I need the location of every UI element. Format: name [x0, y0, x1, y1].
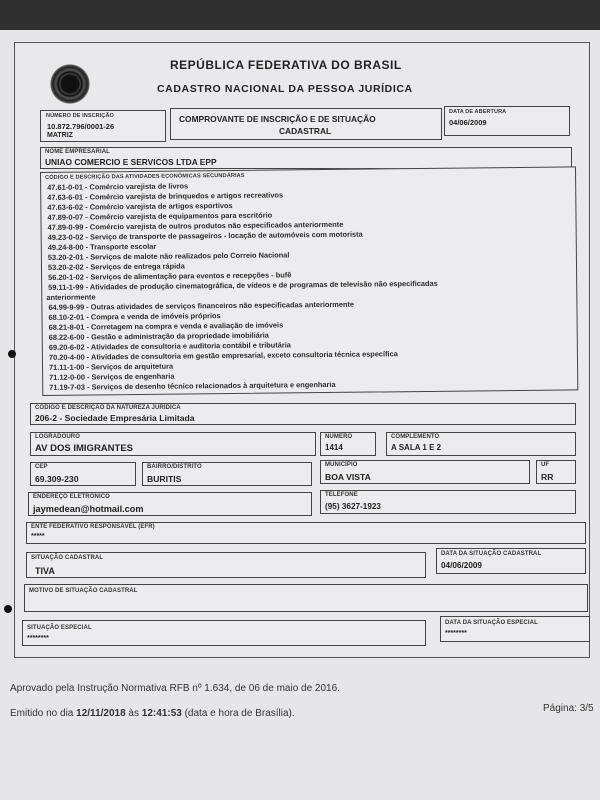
atividades-box [40, 166, 578, 396]
bairro-value: BURITIS [147, 474, 182, 484]
atividade-item: 69.20-6-02 - Atividades de consultoria e auditoria contábil e tributária [48, 340, 291, 352]
numero-value: 1414 [325, 443, 343, 452]
issued-mid: às [125, 708, 142, 719]
situacao-especial-label: SITUAÇÃO ESPECIAL [27, 625, 92, 631]
atividade-item: 53.20-2-01 - Serviços de malote não realizados pelo Correio Nacional [47, 250, 290, 262]
atividade-item: 47.89-0-99 - Comércio varejista de outros produtos não especificados anteriormente [47, 219, 344, 232]
atividade-item: 47.61-0-01 - Comércio varejista de livros [47, 181, 189, 192]
efr-label: ENTE FEDERATIVO RESPONSÁVEL (EFR) [31, 524, 155, 530]
abertura-box [444, 106, 570, 136]
logradouro-box [30, 432, 316, 456]
data-situacao-box [436, 548, 586, 574]
telefone-label: TELEFONE [325, 492, 358, 498]
atividade-item: 71.11-1-00 - Serviços de arquitetura [48, 361, 174, 372]
binder-hole [4, 605, 12, 613]
cep-label: CEP [35, 464, 48, 470]
brasil-coat-of-arms-icon [50, 64, 90, 104]
complemento-value: A SALA 1 E 2 [391, 443, 442, 452]
email-label: ENDEREÇO ELETRÔNICO [33, 494, 110, 500]
uf-label: UF [541, 462, 550, 468]
atividade-item: 49.24-8-00 - Transporte escolar [47, 241, 157, 252]
atividade-item: 53.20-2-02 - Serviços de entrega rápida [47, 261, 185, 272]
logradouro-value: AV DOS IMIGRANTES [35, 443, 133, 454]
telefone-box [320, 490, 576, 514]
atividade-item: 68.10-2-01 - Compra e venda de imóveis próprios [48, 311, 221, 322]
telefone-value: (95) 3627-1923 [325, 502, 381, 511]
document-title: REPÚBLICA FEDERATIVA DO BRASIL [170, 58, 402, 72]
motivo-box [24, 584, 588, 612]
atividade-item: 68.21-8-01 - Corretagem na compra e venda e avaliação de imóveis [48, 320, 284, 332]
atividades-label: CÓDIGO E DESCRIÇÃO DAS ATIVIDADES ECONÔMICAS SECUNDÁRIAS [45, 172, 245, 181]
abertura-label: DATA DE ABERTURA [449, 109, 507, 115]
issued-suffix: (data e hora de Brasília). [181, 708, 295, 719]
data-situacao-especial-label: DATA DA SITUAÇÃO ESPECIAL [445, 620, 538, 626]
data-situacao-value: 04/06/2009 [441, 561, 482, 570]
inscricao-type: MATRIZ [47, 132, 73, 139]
atividade-item: 56.20-1-02 - Serviços de alimentação para eventos e recepções - bufê [48, 270, 292, 282]
atividade-item: 47.63-6-01 - Comércio varejista de brinquedos e artigos recreativos [47, 190, 284, 202]
inscricao-box [40, 110, 166, 142]
atividade-item: 49.23-0-02 - Serviço de transporte de passageiros - locação de automóveis com motorista [47, 229, 363, 242]
binder-hole [8, 350, 16, 358]
atividade-item: 59.11-1-99 - Atividades de produção cinematográfica, de vídeos e de programas de televisão não especificadas [48, 278, 438, 292]
numero-label: NÚMERO [325, 434, 353, 440]
atividade-item: 71.19-7-03 - Serviços de desenho técnico relacionados à arquitetura e engenharia [49, 379, 336, 392]
issued-note [10, 708, 295, 719]
municipio-value: BOA VISTA [325, 472, 371, 482]
data-situacao-especial-value: ******** [445, 630, 467, 637]
situacao-value: TIVA [35, 566, 55, 576]
document-subtitle: CADASTRO NACIONAL DA PESSOA JURÍDICA [157, 83, 413, 95]
situacao-especial-box [22, 620, 426, 646]
situacao-box [26, 552, 426, 578]
abertura-value: 04/06/2009 [449, 118, 487, 127]
municipio-box [320, 460, 530, 484]
atividade-item: 71.12-0-00 - Serviços de engenharia [49, 371, 175, 382]
page-number: Página: 3/5 [543, 703, 594, 714]
natureza-label: CÓDIGO E DESCRIÇÃO DA NATUREZA JURÍDICA [35, 405, 181, 411]
bairro-label: BAIRRO/DISTRITO [147, 464, 202, 470]
nome-box [40, 147, 572, 169]
comprovante-line1: COMPROVANTE DE INSCRIÇÃO E DE SITUAÇÃO [179, 114, 376, 124]
logradouro-label: LOGRADOURO [35, 434, 80, 440]
comprovante-line2: CADASTRAL [279, 126, 332, 136]
data-situacao-especial-box [440, 616, 590, 642]
nome-label: NOME EMPRESARIAL [45, 149, 110, 155]
complemento-box [386, 432, 576, 456]
inscricao-label: NÚMERO DE INSCRIÇÃO [46, 113, 114, 119]
inscricao-number: 10.872.796/0001-26 [47, 122, 115, 131]
cep-box [30, 462, 136, 486]
atividade-item: 47.89-0-07 - Comércio varejista de equipamentos para escritório [47, 210, 273, 222]
uf-box [536, 460, 576, 484]
atividade-item: 68.22-6-00 - Gestão e administração da propriedade imobiliária [48, 330, 269, 342]
situacao-especial-value: ******** [27, 635, 49, 642]
natureza-box [30, 403, 576, 425]
issued-time: 12:41:53 [141, 708, 182, 719]
comprovante-box [170, 108, 442, 140]
bairro-box [142, 462, 312, 486]
efr-box [26, 522, 586, 544]
efr-value: ***** [31, 533, 45, 540]
data-situacao-label: DATA DA SITUAÇÃO CADASTRAL [441, 551, 542, 557]
email-box [28, 492, 312, 516]
municipio-label: MUNICÍPIO [325, 462, 358, 468]
atividade-item: anteriormente [46, 292, 96, 302]
approval-note: Aprovado pela Instrução Normativa RFB nº 1.634, de 06 de maio de 2016. [10, 683, 340, 694]
cep-value: 69.309-230 [35, 474, 79, 484]
atividade-item: 64.99-9-99 - Outras atividades de serviços financeiros não especificadas anteriormente [48, 299, 355, 312]
natureza-value: 206-2 - Sociedade Empresária Limitada [35, 413, 195, 423]
issued-prefix: Emitido no dia [10, 708, 77, 719]
atividade-item: 47.63-6-02 - Comércio varejista de artigos esportivos [47, 200, 233, 212]
nome-value: UNIAO COMERCIO E SERVICOS LTDA EPP [45, 157, 217, 167]
uf-value: RR [541, 472, 554, 482]
situacao-label: SITUAÇÃO CADASTRAL [31, 555, 104, 561]
complemento-label: COMPLEMENTO [391, 434, 440, 440]
motivo-label: MOTIVO DE SITUAÇÃO CADASTRAL [29, 588, 138, 594]
numero-box [320, 432, 376, 456]
email-value: jaymedean@hotmail.com [33, 504, 144, 514]
issued-date: 12/11/2018 [76, 708, 126, 719]
atividade-item: 70.20-4-00 - Atividades de consultoria em gestão empresarial, exceto consultoria técnica específica [48, 349, 398, 362]
